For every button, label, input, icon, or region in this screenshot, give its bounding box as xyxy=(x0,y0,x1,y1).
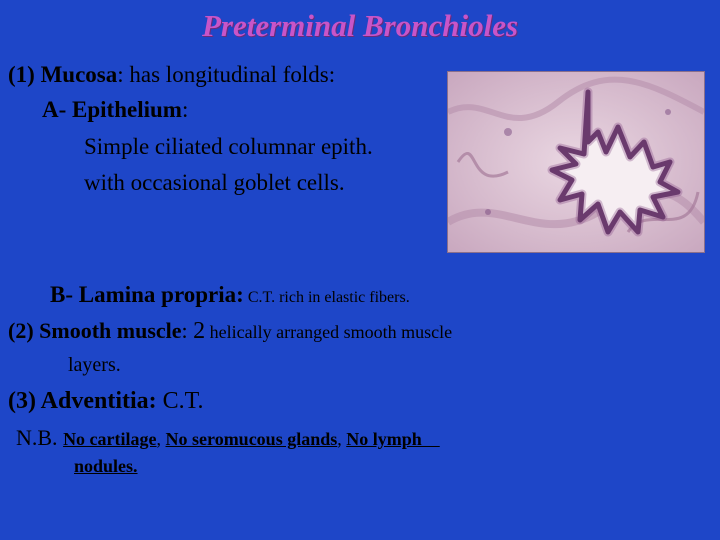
nb-line-cont xyxy=(74,456,138,477)
epithelium-description-2: with occasional goblet cells. xyxy=(84,170,345,195)
lamina-rest: C.T. rich in elastic fibers. xyxy=(243,289,410,306)
smooth-muscle-cont: layers. xyxy=(68,354,121,376)
adventitia-line xyxy=(8,388,204,415)
nb-label: N.B. xyxy=(16,425,64,450)
smooth-prefix: (2) xyxy=(8,318,40,343)
smooth-muscle-line xyxy=(8,318,452,345)
mucosa-term: Mucosa xyxy=(40,62,118,87)
slide-title: Preterminal Bronchioles xyxy=(201,8,519,43)
lamina-term: B- Lamina propria: xyxy=(50,282,244,307)
nb-sep-1: , xyxy=(156,429,166,449)
nb-item-lymph: No lymph xyxy=(346,429,440,449)
adventitia-rest: C.T. xyxy=(156,388,204,414)
mucosa-rest: : has longitudinal folds: xyxy=(117,62,336,87)
nb-item-lymph-cont: nodules. xyxy=(74,456,138,476)
lamina-line xyxy=(50,282,410,308)
histology-image xyxy=(448,72,704,252)
nb-item-seromucous: No seromucous glands xyxy=(165,429,338,449)
nb-line xyxy=(16,425,440,451)
smooth-colon: : xyxy=(181,318,194,343)
epithelium-rest: : xyxy=(181,97,189,122)
smooth-rest: helically arranged smooth muscle xyxy=(205,322,453,342)
nb-item-cartilage: No cartilage xyxy=(63,429,157,449)
epithelium-description-1: Simple ciliated columnar epith. xyxy=(84,134,373,159)
epithelium-term: A- Epithelium xyxy=(42,97,182,122)
smooth-term: Smooth muscle xyxy=(39,318,182,343)
mucosa-prefix: (1) xyxy=(8,62,41,87)
smooth-num: 2 xyxy=(193,318,206,344)
adventitia-term: (3) Adventitia: xyxy=(8,388,157,414)
epithelium-line xyxy=(42,97,188,123)
mucosa-line xyxy=(8,62,335,88)
nb-sep-2: , xyxy=(337,429,347,449)
